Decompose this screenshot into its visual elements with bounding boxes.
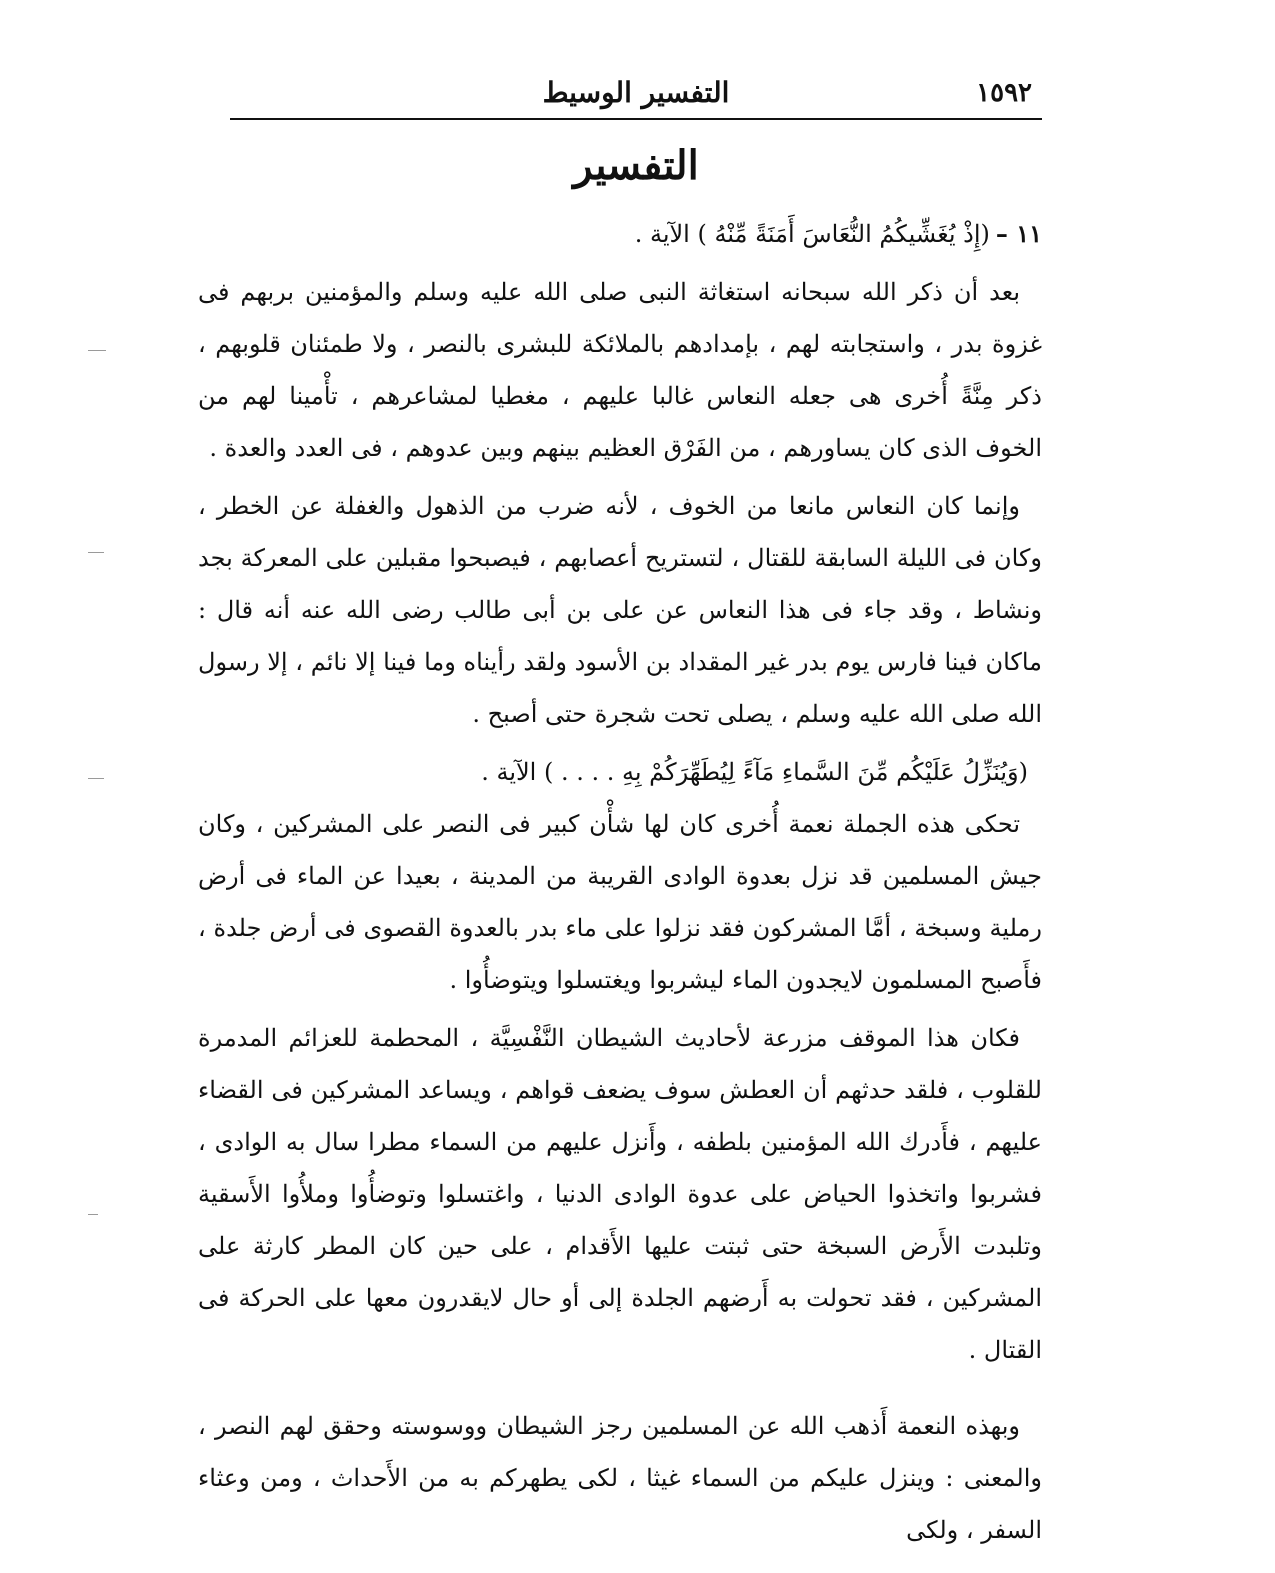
verse-number: ١١ – xyxy=(995,219,1042,248)
scan-speck xyxy=(88,350,106,351)
header-rule xyxy=(230,118,1042,120)
scan-speck xyxy=(88,552,104,553)
paragraph-2: وإنما كان النعاس مانعا من الخوف ، لأنه ضرب من الذهول والغفلة عن الخطر ، وكان فى الليلة السابقة للقتال ، لتستريح أعصابهم ، فيصبحوا مقبلين على المعركة بجد ونشاط ، وقد جاء فى هذا النعاس عن على بن أبى طالب رضى الله عنه أنه قال : ماكان فينا فارس يوم بدر غير المقداد بن الأسود ولقد رأيناه وما فينا إلا نائم ، إلا رسول الله صلى الله عليه وسلم ، يصلى تحت شجرة حتى أصبح . xyxy=(198,492,1042,728)
verse-heading-2: (وَيُنَزِّلُ عَلَيْكُم مِّنَ السَّماءِ مَآءً لِيُطَهِّرَكُمْ بِهِ . . . . ) الآية . xyxy=(481,758,1028,786)
page-body xyxy=(198,208,1042,1556)
scan-speck xyxy=(88,778,104,779)
paragraph-5: وبهذه النعمة أَذهب الله عن المسلمين رجز الشيطان ووسوسته وحقق لهم النصر ، والمعنى : وينزل عليكم من السماء غيثا ، لكى يطهركم به من الأَحداث ، ومن وعثاء السفر ، ولكى xyxy=(198,1412,1042,1544)
verse-heading-11 xyxy=(198,208,1042,260)
paragraph-4: فكان هذا الموقف مزرعة لأحاديث الشيطان النَّفْسِيَّة ، المحطمة للعزائم المدمرة للقلوب ، فلقد حدثهم أن العطش سوف يضعف قواهم ، ويساعد المشركين فى القضاء عليهم ، فأَدرك الله المؤمنين بلطفه ، وأَنزل عليهم من السماء مطرا سال به الوادى ، فشربوا واتخذوا الحياض على عدوة الوادى الدنيا ، واغتسلوا وتوضأُوا وملأُوا الأَسقية وتلبدت الأَرض السبخة حتى ثبتت عليها الأَقدام ، على حين كان المطر كارثة على المشركين ، فقد تحولت به أَرضهم الجلدة إلى أو حال لايقدرون معها على الحركة فى القتال . xyxy=(198,1024,1043,1364)
paragraph-3: تحكى هذه الجملة نعمة أُخرى كان لها شأْن كبير فى النصر على المشركين ، وكان جيش المسلمين قد نزل بعدوة الوادى القريبة من المدينة ، بعيدا عن الماء فى أرض رملية وسبخة ، أمَّا المشركون فقد نزلوا على ماء بدر بالعدوة القصوى فى أرض جلدة ، فأَصبح المسلمون لايجدون الماء ليشربوا ويغتسلوا ويتوضأُوا . xyxy=(198,810,1042,994)
section-title: التفسير xyxy=(573,142,699,189)
paragraph-1: بعد أن ذكر الله سبحانه استغاثة النبى صلى الله عليه وسلم والمؤمنين بربهم فى غزوة بدر ، واستجابته لهم ، بإمدادهم بالملائكة للبشرى بالنصر ، ولا طمئنان قلوبهم ، ذكر مِنَّةً أُخرى هى جعله النعاس غالبا عليهم ، مغطيا لمشاعرهم ، تأْمينا لهم من الخوف الذى كان يساورهم ، من الفَرْق العظيم بينهم وبين عدوهم ، فى العدد والعدة . xyxy=(198,278,1042,462)
running-header xyxy=(230,76,1042,116)
verse-text: (إِذْ يُغَشِّيكُمُ النُّعَاسَ أَمَنَةً مِّنْهُ ) الآية . xyxy=(634,220,990,248)
book-title: التفسير الوسيط xyxy=(542,76,730,109)
scan-speck xyxy=(88,1214,98,1215)
page-number: ١٥٩٢ xyxy=(976,78,1032,108)
